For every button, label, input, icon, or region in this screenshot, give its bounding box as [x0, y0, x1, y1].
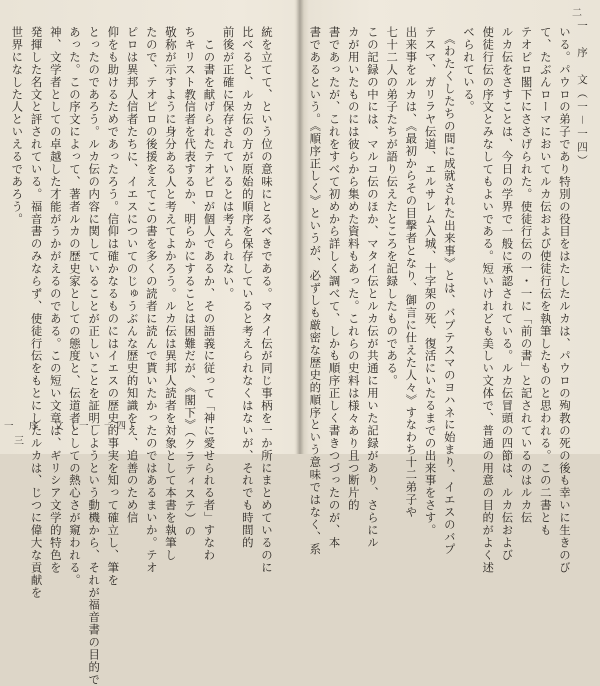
text-line: ピロは異邦人信者たちに、イエスについてのじゅうぶんな歴史的知識をえ、追善のため信: [125, 26, 140, 524]
text-line: 仰をも助けるためであったろう。信仰は確かなるものにはイエスの歴史的事実を知って確立し、筆を: [106, 26, 121, 587]
left-running-head-text: 一 序 文（一－一四）: [4, 421, 142, 432]
right-running-head: [575, 20, 590, 169]
right-running-head-text: 一 序 文（一－一四）: [576, 20, 588, 169]
text-line: いる。パウロの弟子であり特別の役目をはたしたルカは、パウロの殉教の死の後も幸いに生きのび: [558, 26, 572, 574]
text-line: 前後が正確に保存されているとは考えられない。: [221, 26, 236, 300]
text-line: 神、文学者としての卓越した才能がうかがえるのである。この短い文章は、ギリシア文学的特色を: [48, 26, 63, 574]
text-line: 《わたくしたちの間に成就された出来事》とは、バプテスマのヨハネに始まり、イエスのバプ: [442, 26, 457, 556]
text-line: この記録の中には、マルコ伝のほか、マタイ伝とルカ伝が共通に用いた記録があり、さらにル: [365, 26, 380, 549]
text-line: たので、テオピロの後援をえてこの書を多くの読者に読んで貰いたかったのではあるまいか。テオ: [144, 26, 159, 574]
text-line: あった。この序文によって、著者ルカの歴史家としての態度と、伝道者としての熱心さが窺われる。: [67, 26, 82, 587]
text-line: 世界になした人といえるであろう。: [10, 26, 25, 226]
text-line: べられている。: [461, 26, 476, 114]
text-line: 書であるという。《順序正しく》というが、必ずしも厳密な歴史的順序という意味ではなく、系: [308, 26, 323, 556]
text-line: ちキリスト教信者を代表するか、明らかにすることは困難だが、《閣下》（クラティステ）の: [183, 26, 198, 538]
right-page-body: [308, 26, 574, 574]
text-line: この書を献げられたテオピロが個人であるか、その語義に従って「神に愛せられる者」すなわ: [202, 26, 217, 562]
text-line: 七十二人の弟子たちが語り伝えたところを記録したものである。: [385, 26, 400, 388]
right-page-number: 二: [572, 8, 582, 19]
text-line: 比べると、ルカ伝の方が原始的順序を保存していると考えられなくはないが、それでも時間的: [240, 26, 255, 549]
text-line: 出来事をルカは、《最初からその目撃者となり、御言に仕えた人々》すなわち十二弟子や: [404, 26, 419, 519]
text-line: テオピロ閣下にささげられた。使徒行伝の一・一に「前の書」と記されているのはルカ伝: [519, 26, 534, 524]
text-line: 統を立てて、という位の意味にとるべきである。マタイ伝が同じ事柄を一か所にまとめているのに: [260, 26, 274, 574]
text-line: 書であったが、これをすべて初めから詳しく調べて、しかも順序正しく書きつづったのが、本: [327, 26, 342, 549]
left-running-head: [4, 418, 142, 432]
text-line: て、たぶんローマにおいてルカ伝および使徒行伝を執筆したものと思われる。この二書とも: [538, 26, 553, 537]
right-page: [302, 0, 600, 574]
text-line: 敬称が示すように身分ある人と考えてよかろう。ルカ伝は異邦人読者を対象として本書を執筆し: [163, 26, 178, 562]
text-line: とったのであろう。ルカ伝の内容に関していることが正しいことを証明しようという動機から、それが福音書の目的で: [87, 26, 102, 686]
left-page-number: 三: [14, 436, 24, 447]
text-line: カが用いたものには彼らから集めた資料もあった。これらの史料は様々あり且つ断片的: [346, 26, 361, 512]
text-line: ルカ伝をさすことは、今日の学界で一般に承認されている。ルカ伝冒頭の四節は、ルカ伝および: [500, 26, 515, 562]
left-page: [0, 0, 298, 686]
text-line: テスマ、ガリラヤ伝道、エルサレム入城、十字架の死、復活にいたるまでの出来事をさす。: [423, 26, 438, 537]
text-line: 発揮した名文と評されている。福音書のみならず、使徒行伝をもとにしたルカは、じつに偉大な貢献を: [29, 26, 44, 599]
text-line: 使徒行伝の序文とみなしてもよいである。短いけれども美しい文体で、普通の用意の目的がよく述: [481, 26, 496, 574]
